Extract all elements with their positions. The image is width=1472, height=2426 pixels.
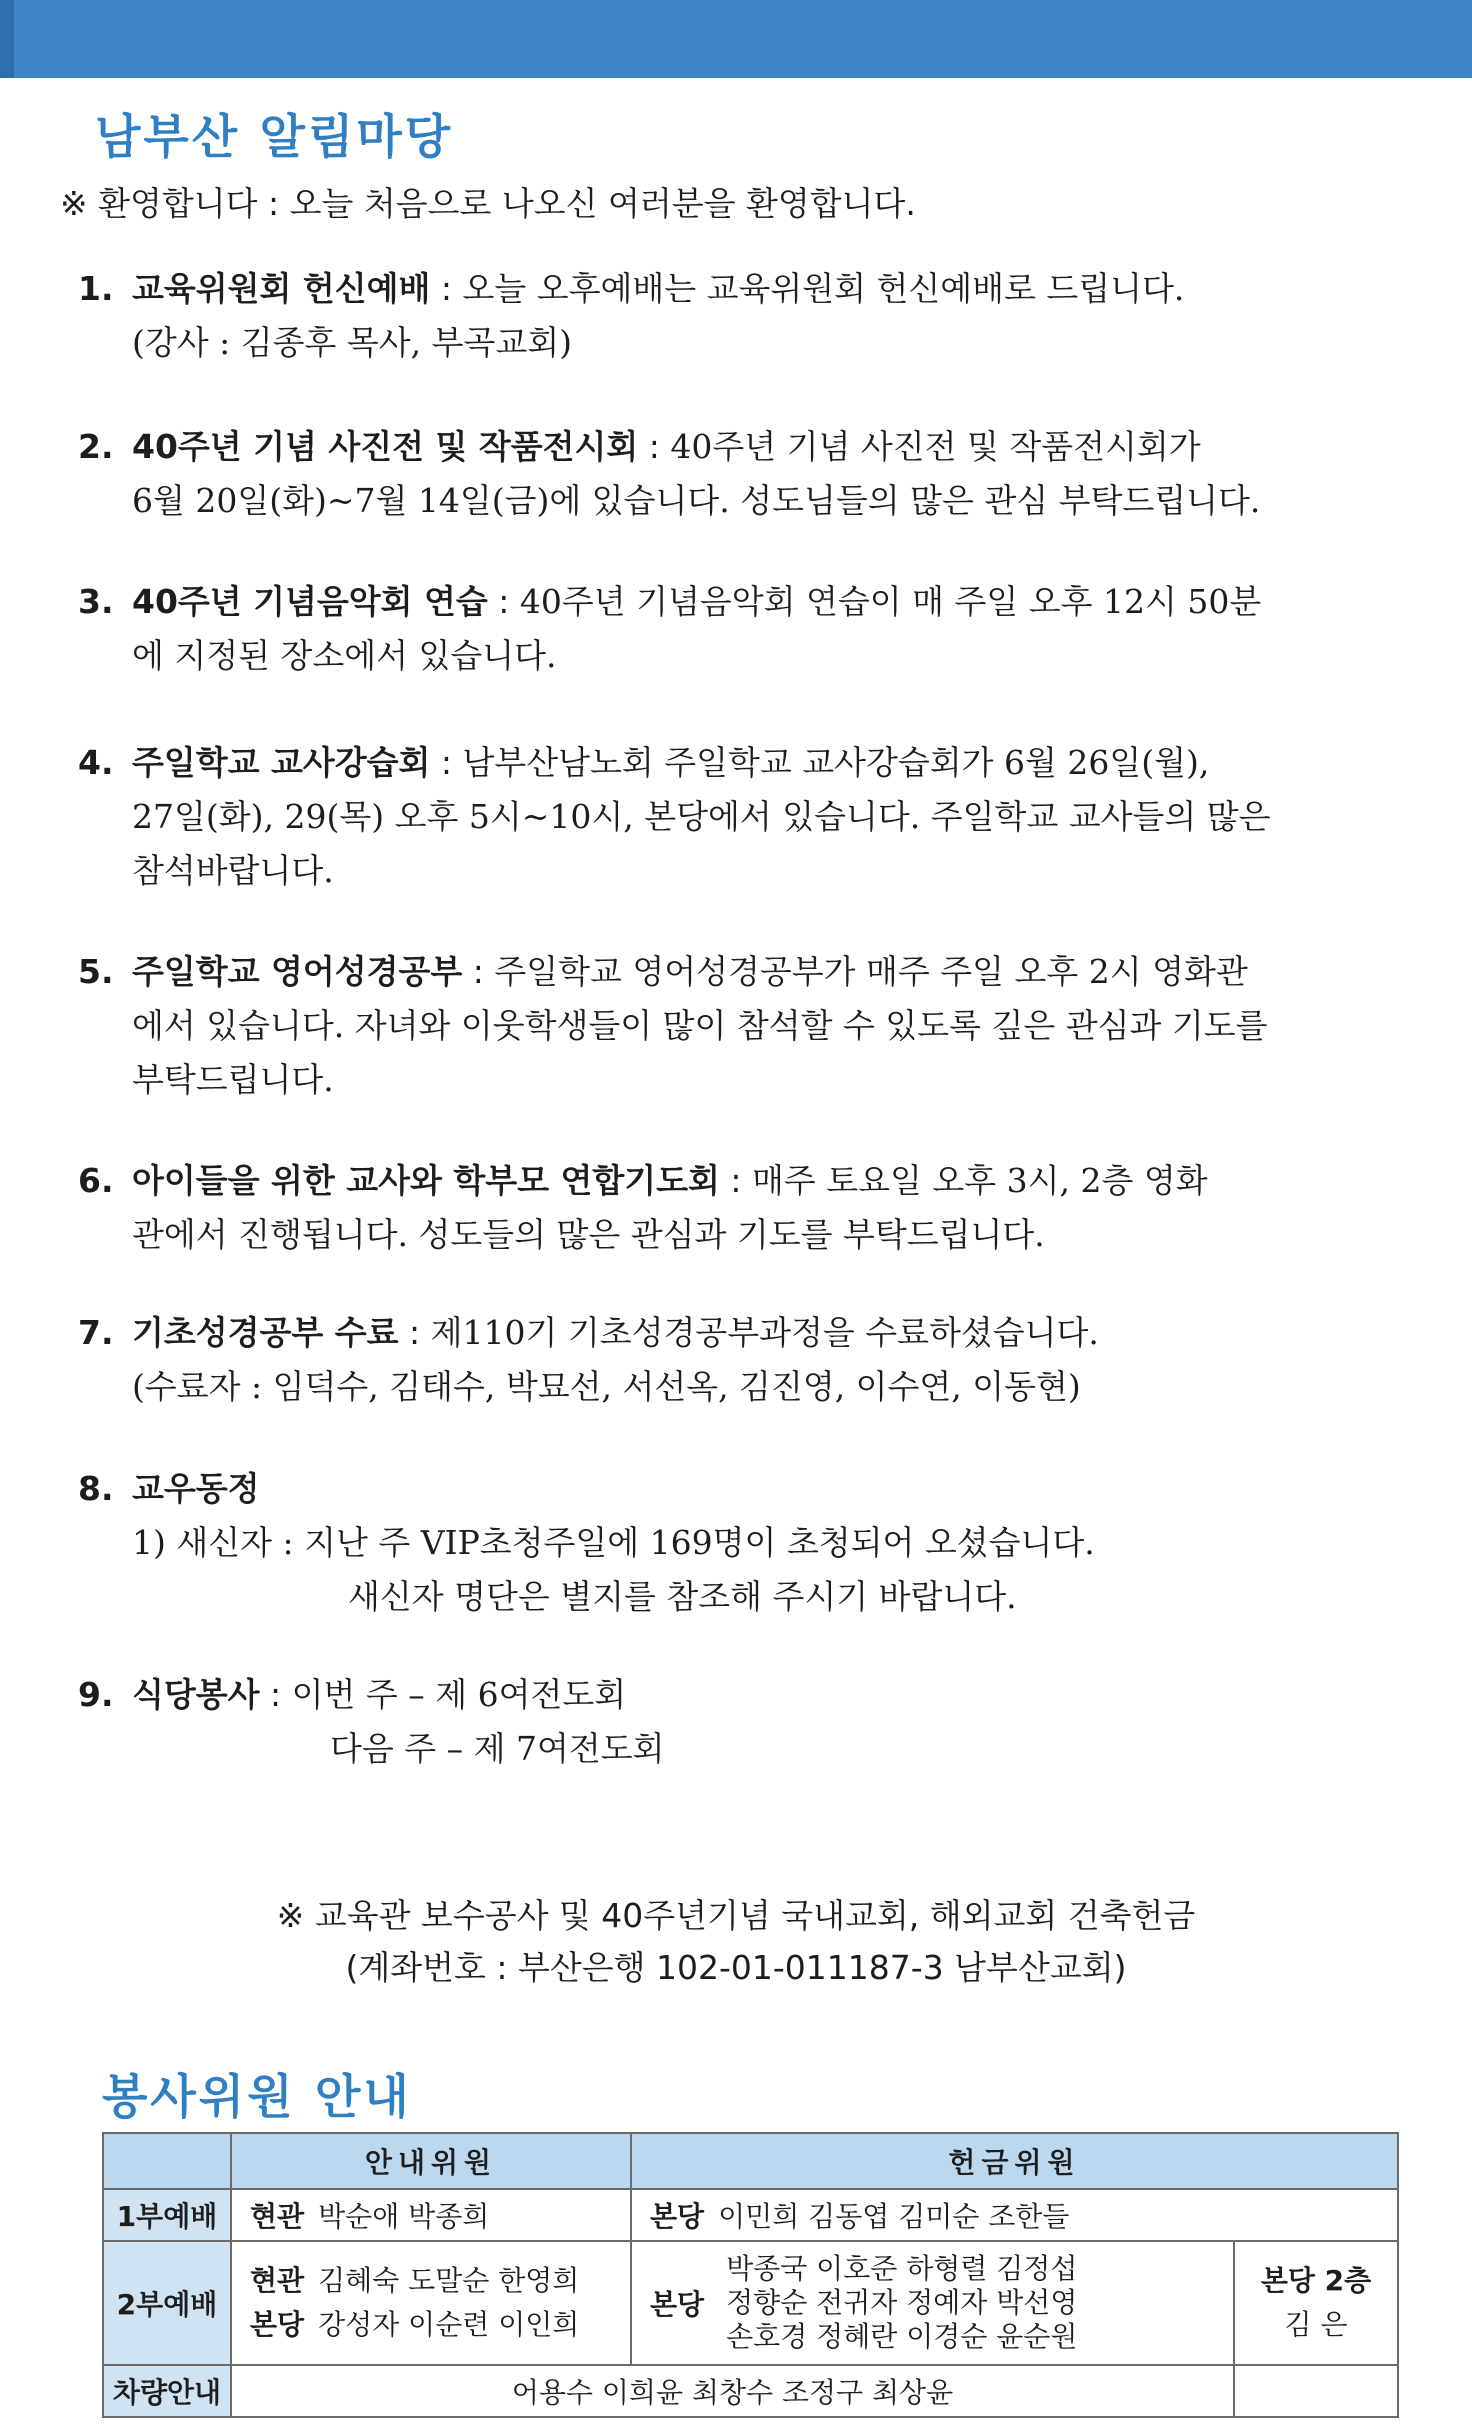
item-line: 다음 주 – 제 7여전도회 [330, 1729, 665, 1768]
names: 박종국 이호준 하형렬 김정섭 [726, 2252, 1078, 2285]
item-number: 4. [78, 743, 114, 782]
item-number: 7. [78, 1313, 114, 1352]
row-label: 2부예배 [103, 2241, 231, 2365]
item-separator: : [259, 1675, 292, 1714]
item-separator: : [638, 427, 671, 466]
names: 강성자 이순련 이인희 [318, 2308, 580, 2341]
item-heading: 교우동정 [132, 1469, 260, 1508]
volunteers-title: 봉사위원 안내 [102, 2070, 412, 2125]
guide-cell [231, 2241, 631, 2365]
item-number: 8. [78, 1469, 114, 1508]
item-separator: : [430, 269, 463, 308]
item-heading: 40주년 기념음악회 연습 [132, 582, 488, 621]
row-label: 1부예배 [103, 2189, 231, 2241]
item-text: 40주년 기념 사진전 및 작품전시회가 [670, 427, 1201, 466]
table-row [103, 2189, 1398, 2241]
notice-item-5 [78, 945, 1408, 1107]
item-number: 3. [78, 582, 114, 621]
item-line: 1) 새신자 : 지난 주 VIP초청주일에 169명이 초청되어 오셨습니다. [132, 1523, 1095, 1562]
item-text: 이번 주 – 제 6여전도회 [291, 1675, 627, 1714]
item-line: 27일(화), 29(목) 오후 5시~10시, 본당에서 있습니다. 주일학교 교사들의 많은 [132, 797, 1271, 836]
item-number: 9. [78, 1675, 114, 1714]
item-heading: 40주년 기념 사진전 및 작품전시회 [132, 427, 639, 466]
place-label: 본당 [250, 2308, 305, 2341]
header-empty [103, 2133, 231, 2189]
place-label: 본당 [650, 2288, 705, 2321]
names: 김혜숙 도말순 한영희 [318, 2264, 580, 2297]
item-separator: : [430, 743, 463, 782]
item-line: 6월 20일(화)~7월 14일(금)에 있습니다. 성도님들의 많은 관심 부탁드립니다. [132, 481, 1261, 520]
offering-cell [631, 2189, 1398, 2241]
item-heading: 기초성경공부 수료 [132, 1313, 399, 1352]
item-line: (강사 : 김종후 목사, 부곡교회) [132, 323, 572, 362]
place-label: 현관 [250, 2264, 305, 2297]
item-line: 부탁드립니다. [132, 1060, 334, 1099]
item-line: 참석바랍니다. [132, 851, 334, 890]
table-row [103, 2241, 1398, 2365]
notice-item-1 [78, 262, 1408, 370]
header-bar [0, 0, 1472, 78]
item-separator: : [487, 582, 520, 621]
header-guides: 안내위원 [231, 2133, 631, 2189]
item-heading: 주일학교 교사강습회 [132, 743, 431, 782]
names: 손호경 정혜란 이경순 윤순원 [726, 2320, 1078, 2353]
names: 이민희 김동엽 김미순 조한들 [718, 2200, 1070, 2233]
notice-item-3 [78, 575, 1408, 683]
notice-item-8 [78, 1462, 1408, 1624]
notice-line: ※ 교육관 보수공사 및 40주년기념 국내교회, 해외교회 건축헌금 [276, 1896, 1196, 1935]
notice-item-4 [78, 736, 1408, 898]
place-label: 본당 [650, 2200, 705, 2233]
item-separator: : [462, 952, 495, 991]
item-line: 에 지정된 장소에서 있습니다. [132, 636, 557, 675]
item-text: 남부산남노회 주일학교 교사강습회가 6월 26일(월), [462, 743, 1210, 782]
item-text: 오늘 오후예배는 교육위원회 헌신예배로 드립니다. [462, 269, 1185, 308]
names: 박순애 박종희 [318, 2200, 490, 2233]
item-heading: 식당봉사 [132, 1675, 260, 1714]
names: 김 은 [1284, 2308, 1348, 2341]
item-number: 2. [78, 427, 114, 466]
notice-line: (계좌번호 : 부산은행 102-01-011187-3 남부산교회) [345, 1948, 1127, 1987]
item-text: 매주 토요일 오후 3시, 2층 영화 [752, 1161, 1208, 1200]
item-text: 40주년 기념음악회 연습이 매 주일 오후 12시 50분 [519, 582, 1262, 621]
table-header-row [103, 2133, 1398, 2189]
item-text: 주일학교 영어성경공부가 매주 주일 오후 2시 영화관 [494, 952, 1248, 991]
item-heading: 아이들을 위한 교사와 학부모 연합기도회 [132, 1161, 720, 1200]
item-separator: : [398, 1313, 431, 1352]
table-row [103, 2365, 1398, 2417]
header-offering: 헌금위원 [631, 2133, 1398, 2189]
item-line: (수료자 : 임덕수, 김태수, 박묘선, 서선옥, 김진영, 이수연, 이동현) [132, 1367, 1081, 1406]
item-line: 에서 있습니다. 자녀와 이웃학생들이 많이 참석할 수 있도록 깊은 관심과 기도를 [132, 1006, 1268, 1045]
guide-cell [231, 2189, 631, 2241]
item-number: 1. [78, 269, 114, 308]
item-number: 5. [78, 952, 114, 991]
offering-extra-cell [1234, 2241, 1398, 2365]
item-heading: 교육위원회 헌신예배 [132, 269, 431, 308]
notices-title: 남부산 알림마당 [95, 110, 454, 165]
item-line: 관에서 진행됩니다. 성도들의 많은 관심과 기도를 부탁드립니다. [132, 1215, 1045, 1254]
names-block [726, 2252, 1077, 2354]
names: 정향순 전귀자 정예자 박선영 [726, 2286, 1078, 2319]
item-number: 6. [78, 1161, 114, 1200]
notice-item-2 [78, 420, 1408, 528]
header-bar-edge [0, 0, 14, 78]
empty-cell [1234, 2365, 1398, 2417]
place-label: 현관 [250, 2200, 305, 2233]
item-line: 새신자 명단은 별지를 참조해 주시기 바랍니다. [348, 1577, 1017, 1616]
place-label: 본당 2층 [1260, 2264, 1372, 2297]
parking-cell: 어용수 이희윤 최창수 조정구 최상윤 [231, 2365, 1234, 2417]
notice-item-9 [78, 1668, 1408, 1776]
item-text: 제110기 기초성경공부과정을 수료하셨습니다. [430, 1313, 1099, 1352]
item-heading: 주일학교 영어성경공부 [132, 952, 463, 991]
building-fund-notice [0, 1890, 1472, 1994]
volunteer-table [102, 2132, 1399, 2418]
welcome-message: ※ 환영합니다 : 오늘 처음으로 나오신 여러분을 환영합니다. [60, 184, 916, 223]
notice-item-7 [78, 1306, 1408, 1414]
offering-cell [631, 2241, 1234, 2365]
item-separator: : [719, 1161, 752, 1200]
notice-item-6 [78, 1154, 1408, 1262]
row-label: 차량안내 [103, 2365, 231, 2417]
